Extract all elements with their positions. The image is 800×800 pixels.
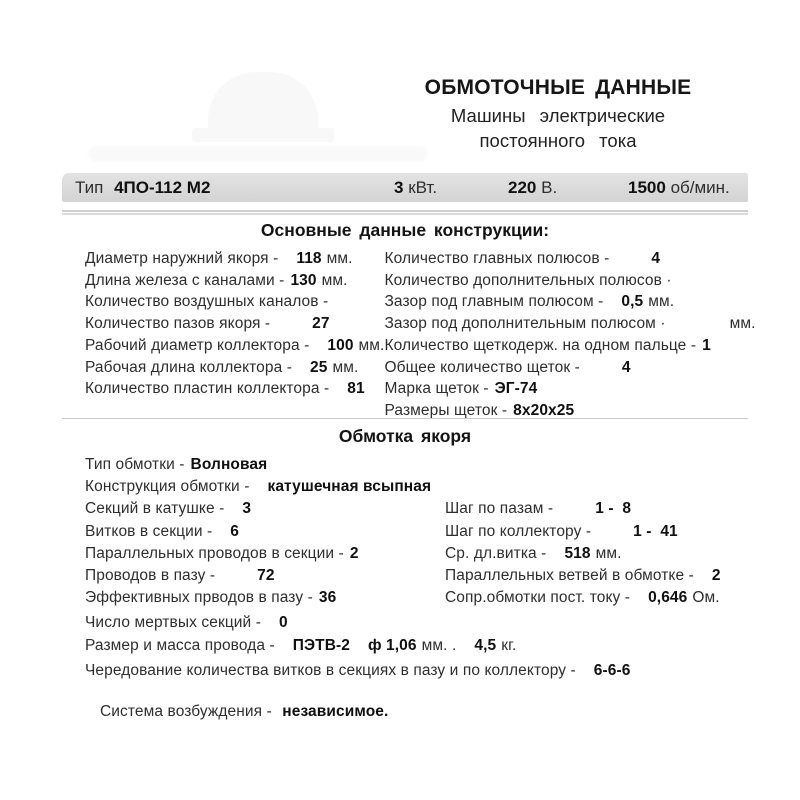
spec-row-parallel-branches: Параллельных ветвей в обмотке - 2 [445,567,721,585]
voltage-value: 220 [508,178,537,197]
type-field [75,173,210,202]
watermark-text-band [88,146,428,162]
spec-row-turns-per-section: Витков в секции - 6 [85,522,240,540]
section-construction-heading: Основные данные конструкции: [260,220,550,240]
type-value: 4ПО-112 М2 [114,178,211,197]
voltage-field [508,173,557,202]
spec-row-slot-pitch: Шаг по пазам - 1 - 8 [445,500,632,518]
winding-row-pair [85,565,748,587]
spec-row-brush-size: Размеры щеток - 8х20х25 [384,401,575,419]
power-value: 3 [394,178,404,197]
spec-row-armature-diameter: Диаметр наружний якоря - 118 мм. [85,250,353,267]
spec-row-wire-size-mass: Размер и масса провода - ПЭТВ-2 ф 1,06 мм. . 4,5 кг. [85,636,517,654]
voltage-unit: В. [541,178,558,197]
spec-row-avg-turn-length: Ср. дл.витка - 518 мм. [445,544,622,562]
spec-row-sections-per-coil: Секций в катушке - 3 [85,500,252,518]
spec-row-total-brushes: Общее количество щеток - 4 [384,358,631,376]
construction-left-column [85,248,384,422]
page-subtitle-line1: Машины электрические [450,105,666,126]
page-subtitle-line2: постоянного тока [479,130,637,151]
page-title: ОБМОТОЧНЫЕ ДАННЫЕ [424,76,692,99]
spec-row-collector-diameter: Рабочий диаметр коллектора - 100 мм. [85,336,385,354]
spec-row-effective-wires: Эффективных прводов в пазу - 36 [85,589,337,607]
winding-row-pair [85,543,748,565]
spec-row-additional-pole-gap: Зазор под дополнительным полюсом · мм. [384,315,756,333]
power-field [394,173,437,202]
divider-single [62,418,748,419]
machine-type-bar [62,173,748,202]
spec-row-air-channels: Количество воздушных каналов - [85,293,329,311]
winding-row-pair [85,521,748,543]
spec-row-collector-plates: Количество пластин коллектора - 81 [85,380,365,398]
spec-row-dead-sections: Число мертвых секций - 0 [85,614,288,632]
spec-row-dc-resistance: Сопр.обмотки пост. току - 0,646 Ом. [445,589,720,607]
winding-row-pair [85,587,748,609]
section-winding-heading: Обмотка якоря [338,426,472,446]
spec-row-wires-per-slot: Проводов в пазу - 72 [85,567,275,585]
spec-row-main-poles: Количество главных полюсов - 4 [384,250,661,267]
spec-row-winding-construction: Конструкция обмотки - катушечная всыпная [85,478,432,496]
watermark-logo [88,72,428,164]
spec-row-winding-type: Тип обмотки - Волновая [85,456,268,473]
spec-row-brush-brand: Марка щеток - ЭГ-74 [384,380,538,398]
spec-row-armature-slots: Количество пазов якоря - 27 [85,315,330,333]
spec-row-collector-pitch: Шаг по коллектору - 1 - 41 [445,522,678,540]
watermark-emblem-icon [208,72,318,136]
speed-unit: об/мин. [670,178,730,197]
power-unit: кВт. [408,178,438,197]
section-construction [62,214,756,422]
spec-row-additional-poles: Количество дополнительных полюсов · [384,271,672,289]
speed-field [628,173,730,202]
spec-row-turns-alternation: Чередование количества витков в секциях в пазу и по коллектору - 6-6-6 [85,661,631,679]
type-label: Тип [75,178,104,197]
spec-row-brush-holders: Количество щеткодерж. на одном пальце - 1 [384,336,711,354]
spec-row-main-pole-gap: Зазор под главным полюсом - 0,5 мм. [384,293,675,311]
spec-row-parallel-wires: Параллельных проводов в секции - 2 [85,544,359,562]
section-winding [62,420,748,682]
winding-row-pair [85,498,748,520]
construction-right-column [384,248,755,422]
watermark-emblem-base [192,128,334,142]
spec-row-iron-length: Длина железа с каналами - 130 мм. [85,271,348,289]
spec-row-collector-length: Рабочая длина коллектора - 25 мм. [85,358,359,376]
speed-value: 1500 [628,178,666,197]
document-header [405,76,711,153]
excitation-system-row: Система возбуждения - независимое. [100,703,389,720]
